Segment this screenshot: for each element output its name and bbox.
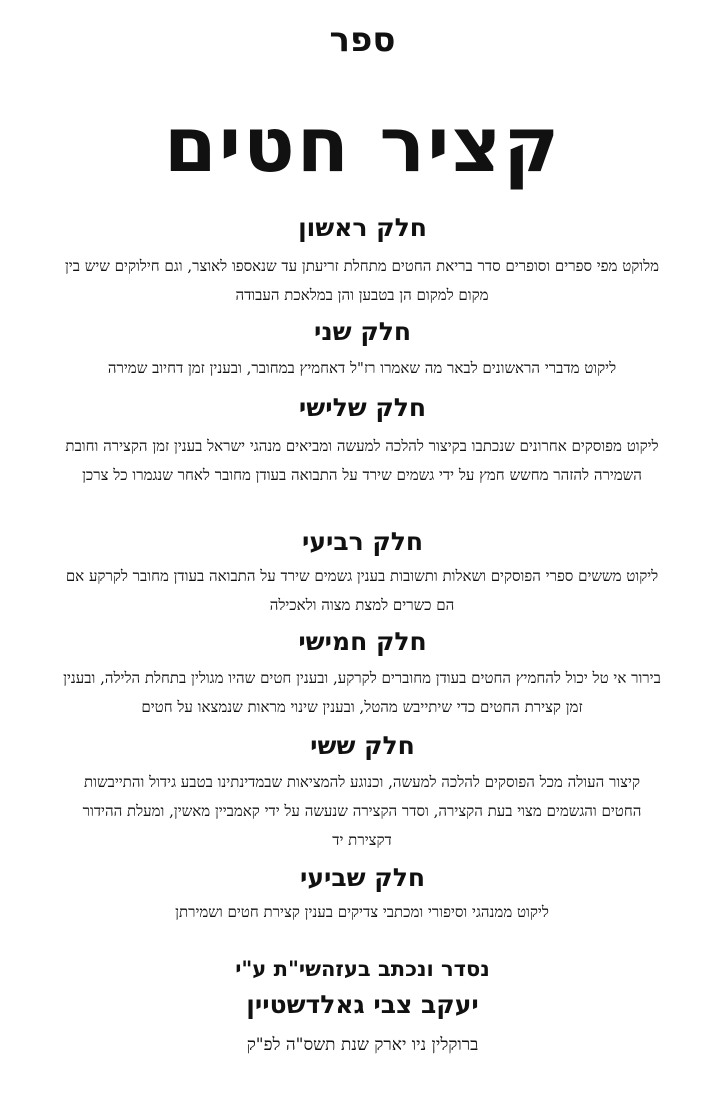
section-4-body: ליקוט מששים ספרי הפוסקים ושאלות ותשובות בענין גשמים שירד על התבואה בעודן מחובר לקרקע אם הם כשרים למצת מצוה ולאכילה [65,567,659,614]
section-7-heading: חלק שביעי [300,863,425,892]
section-2-body: ליקוט מדברי הראשונים לבאר מה שאמרו רז"ל דאחמיץ במחובר, ובענין זמן דחיוב שמירה [107,359,617,377]
author-credit-line: נסדר ונכתב בעזהשי"ת ע"י [235,957,490,981]
section-7-body: ליקוט ממנהגי וסיפורי ומכתבי צדיקים בענין קצירת חטים ושמירתן [175,903,549,921]
section-5-body: בירור אי טל יכול להחמיץ החטים בעודן מחוברים לקרקע, ובענין חטים שהיו מגולין בתחלת הלילה, ובענין זמן קצירת החטים כדי שיתייבש מהטל, ובענין שינוי מראות שנמצאו על חטים [63,669,661,716]
section-6-body: קיצור העולה מכל הפוסקים להלכה למעשה, וכנוגע להמציאות שבמדינתינו בטבע גידול והתייבשות החטים והגשמים מצוי בעת הקצירה, וסדר הקצירה שנעשה על ידי קאמביין מאשין, ומעלת ההידור דקצירת יד [82,773,642,849]
book-title: קציר חטים [163,100,562,189]
section-3-body: ליקוט מפוסקים אחרונים שנכתבו בקיצור להלכה למעשה ומביאים מנהגי ישראל בענין זמן הקצירה וחובת השמירה להזהר מחשש חמץ על ידי גשמים שירד על התבואה בעודן מחובר לאחר שנגמרו כל צרכן [65,437,659,484]
publication-place-year: ברוקלין ניו יארק שנת תשס"ה לפ"ק [246,1035,479,1055]
section-1-heading: חלק ראשון [298,213,427,242]
section-2-heading: חלק שני [313,317,412,346]
section-1-body: מלוקט מפי ספרים וסופרים סדר בריאת החטים מתחלת זריעתן עד שנאספו לאוצר, וגם חילוקים שיש בין מקום למקום הן בטבען והן במלאכת העבודה [64,257,660,304]
section-4-heading: חלק רביעי [301,527,424,556]
section-6-heading: חלק ששי [310,731,415,760]
section-3-heading: חלק שלישי [298,393,427,422]
author-name: יעקב צבי גאלדשטיין [246,990,479,1019]
section-5-heading: חלק חמישי [298,627,427,656]
book-label: ספר [329,20,396,60]
